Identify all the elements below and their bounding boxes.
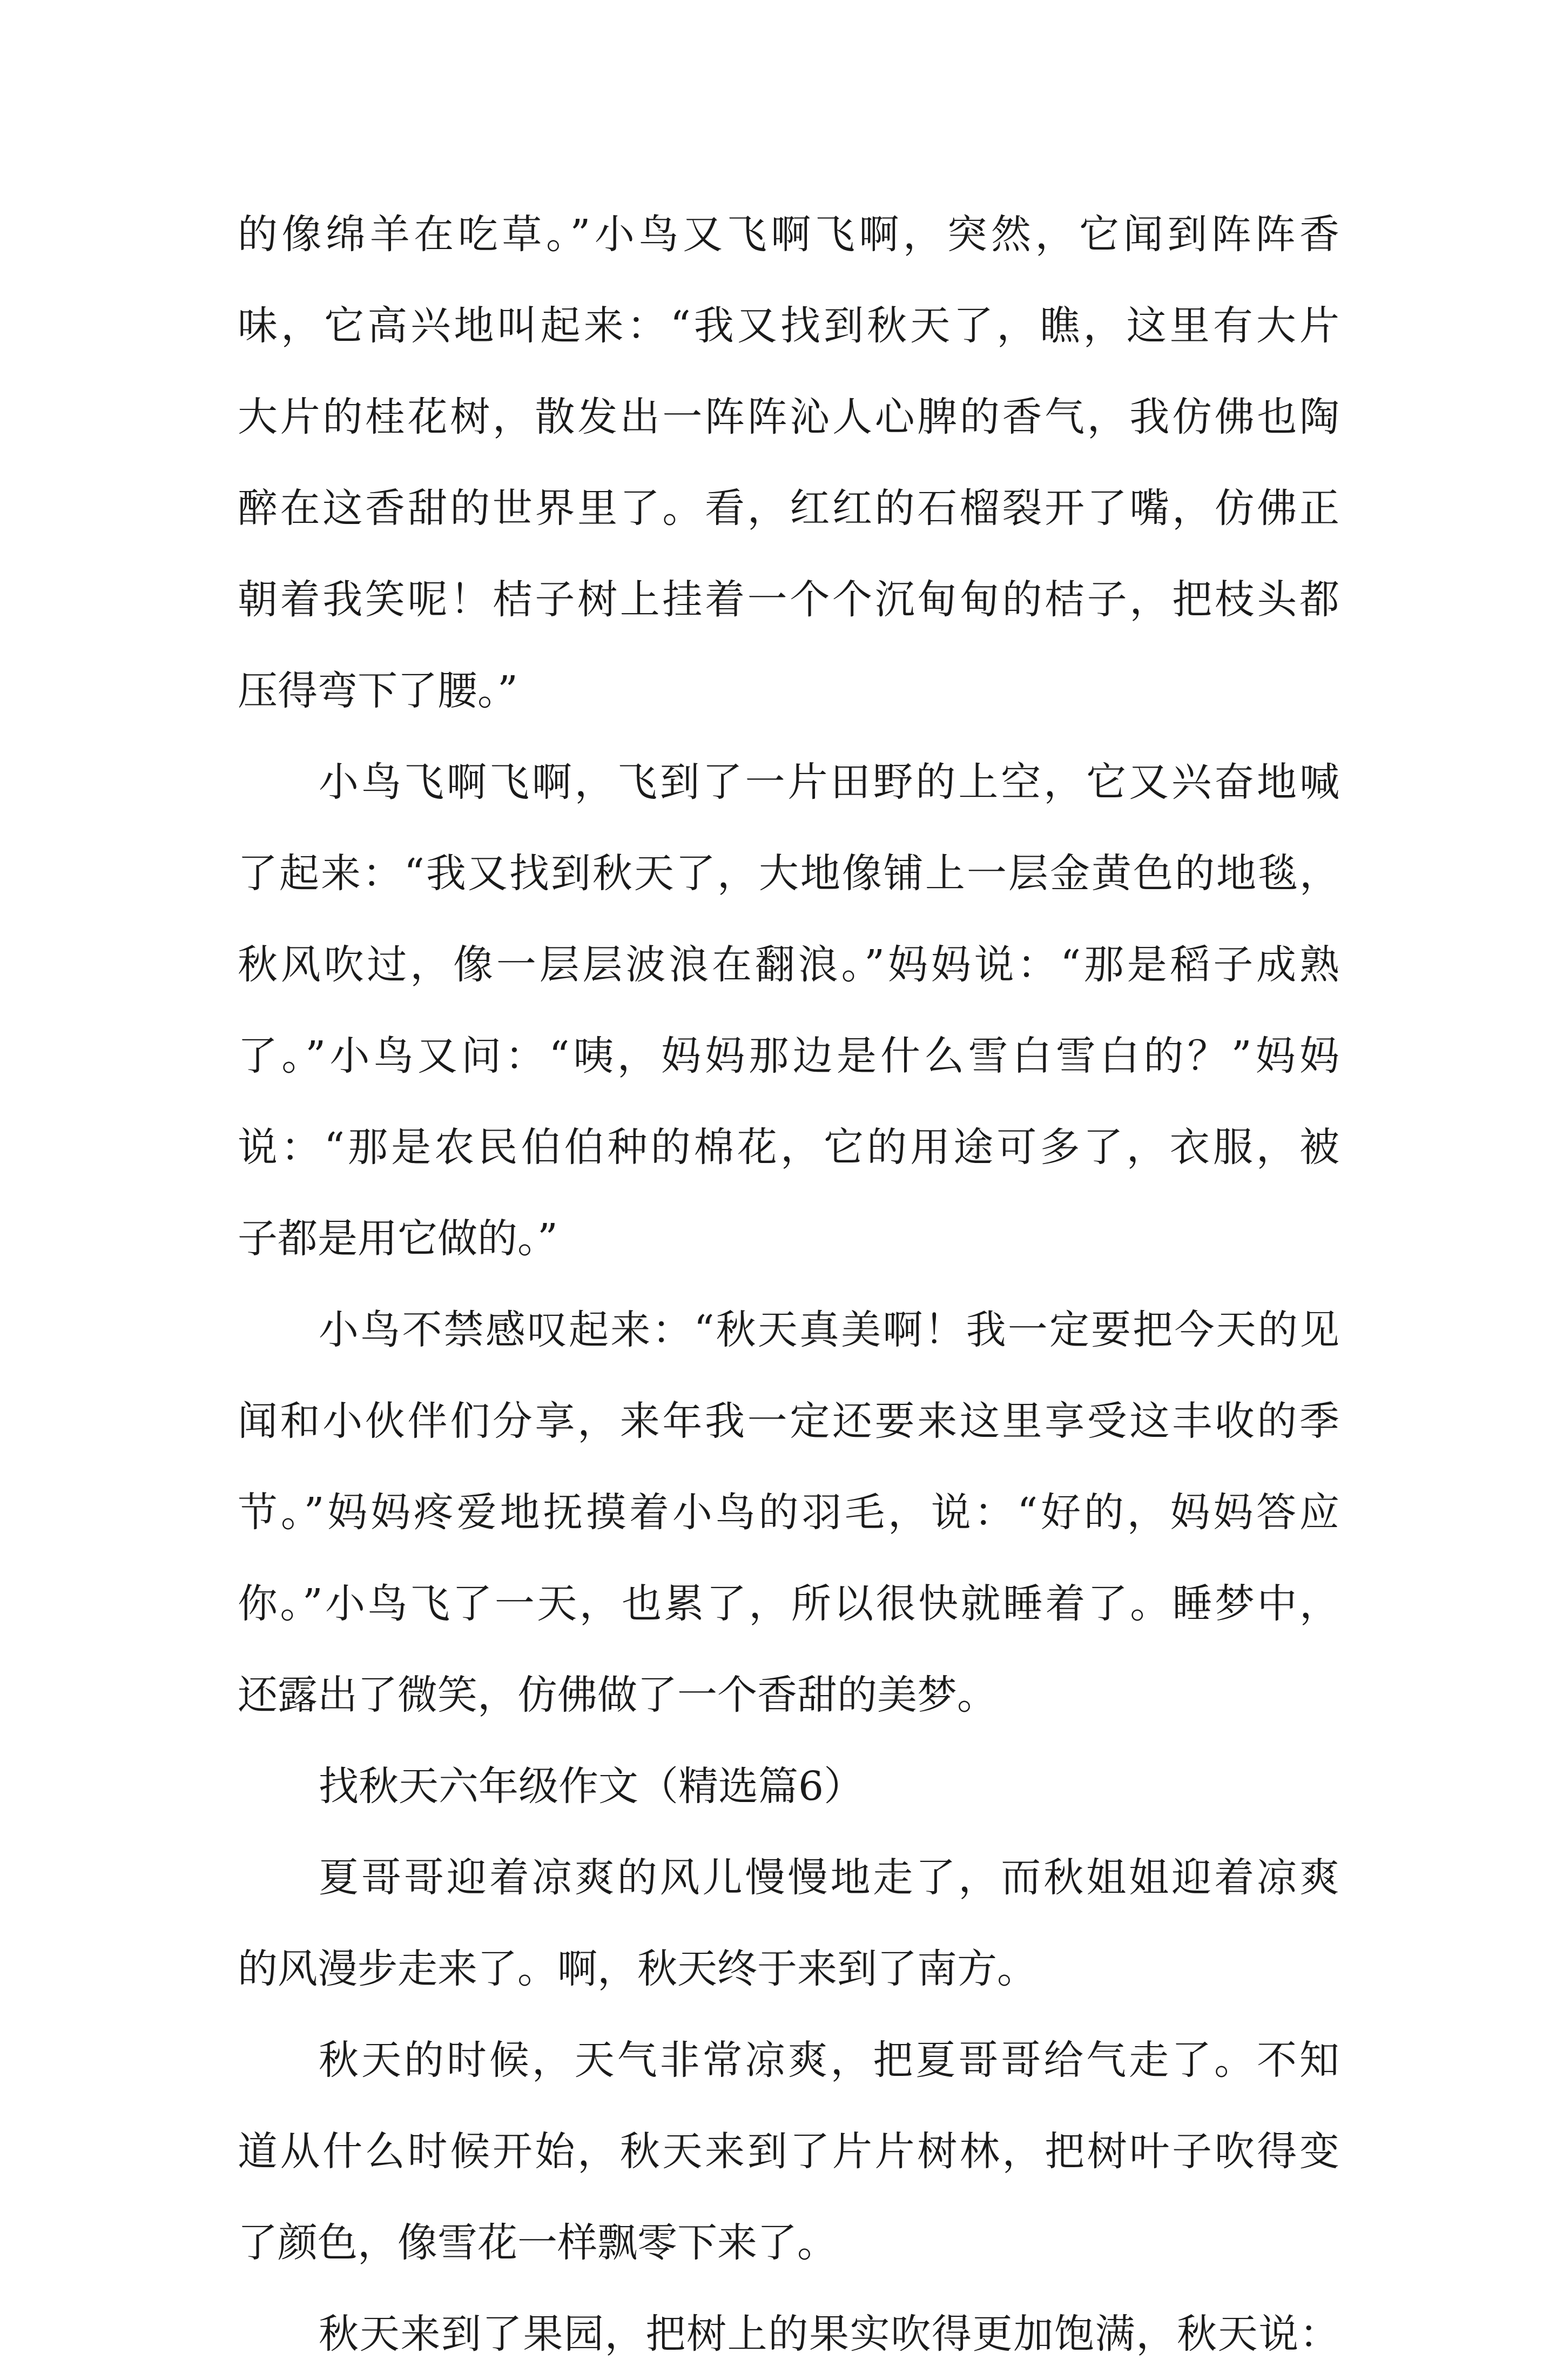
text-line: 闻和小伙伴们分享，来年我一定还要来这里享受这丰收的季	[238, 1398, 1339, 1444]
text-line: 子都是用它做的。”	[238, 1215, 558, 1262]
paragraph	[238, 1285, 1339, 1741]
text-line: 小鸟不禁感叹起来：“秋天真美啊！我一定要把今天的见	[319, 1307, 1339, 1353]
text-line: 了。”小鸟又问：“咦，妈妈那边是什么雪白雪白的？”妈妈	[238, 1033, 1339, 1079]
text-line: 你。”小鸟飞了一天，也累了，所以很快就睡着了。睡梦中，	[238, 1581, 1339, 1627]
text-line: 秋天来到了果园，把树上的果实吹得更加饱满，秋天说：	[319, 2311, 1339, 2357]
text-line: 道从什么时候开始，秋天来到了片片树林，把树叶子吹得变	[238, 2128, 1339, 2175]
text-line: 的风漫步走来了。啊，秋天终于来到了南方。	[238, 1946, 1037, 1992]
text-line: 朝着我笑呢！桔子树上挂着一个个沉甸甸的桔子，把枝头都	[238, 576, 1339, 623]
text-line: 说：“那是农民伯伯种的棉花，它的用途可多了，衣服，被	[238, 1124, 1339, 1171]
text-line: 秋天的时候，天气非常凉爽，把夏哥哥给气走了。不知	[319, 2037, 1339, 2083]
paragraph	[238, 737, 1339, 1285]
text-line: 醉在这香甜的世界里了。看，红红的石榴裂开了嘴，仿佛正	[238, 485, 1339, 532]
text-line: 小鸟飞啊飞啊，飞到了一片田野的上空，它又兴奋地喊	[319, 759, 1339, 805]
paragraph	[238, 2289, 1339, 2380]
section-heading	[238, 1741, 1339, 1832]
text-line: 大片的桂花树，散发出一阵阵沁人心脾的香气，我仿佛也陶	[238, 394, 1339, 440]
text-line: 还露出了微笑，仿佛做了一个香甜的美梦。	[238, 1672, 997, 1718]
paragraph	[238, 189, 1339, 737]
text-line: 秋风吹过，像一层层波浪在翻浪。”妈妈说：“那是稻子成熟	[238, 942, 1339, 988]
paragraph	[238, 1832, 1339, 2015]
text-line: 了起来：“我又找到秋天了，大地像铺上一层金黄色的地毯，	[238, 850, 1339, 897]
text-line: 味，它高兴地叫起来：“我又找到秋天了，瞧，这里有大片	[238, 302, 1339, 349]
document-body	[238, 189, 1339, 2380]
text-line: 压得弯下了腰。”	[238, 668, 518, 714]
text-line: 了颜色，像雪花一样飘零下来了。	[238, 2220, 837, 2266]
text-line: 节。”妈妈疼爱地抚摸着小鸟的羽毛，说：“好的，妈妈答应	[238, 1489, 1339, 1536]
paragraph	[238, 2015, 1339, 2289]
text-line: 夏哥哥迎着凉爽的风儿慢慢地走了，而秋姐姐迎着凉爽	[319, 1854, 1339, 1901]
heading-line: 找秋天六年级作文（精选篇6）	[319, 1763, 864, 1810]
text-line: 的像绵羊在吃草。”小鸟又飞啊飞啊，突然，它闻到阵阵香	[238, 211, 1339, 258]
